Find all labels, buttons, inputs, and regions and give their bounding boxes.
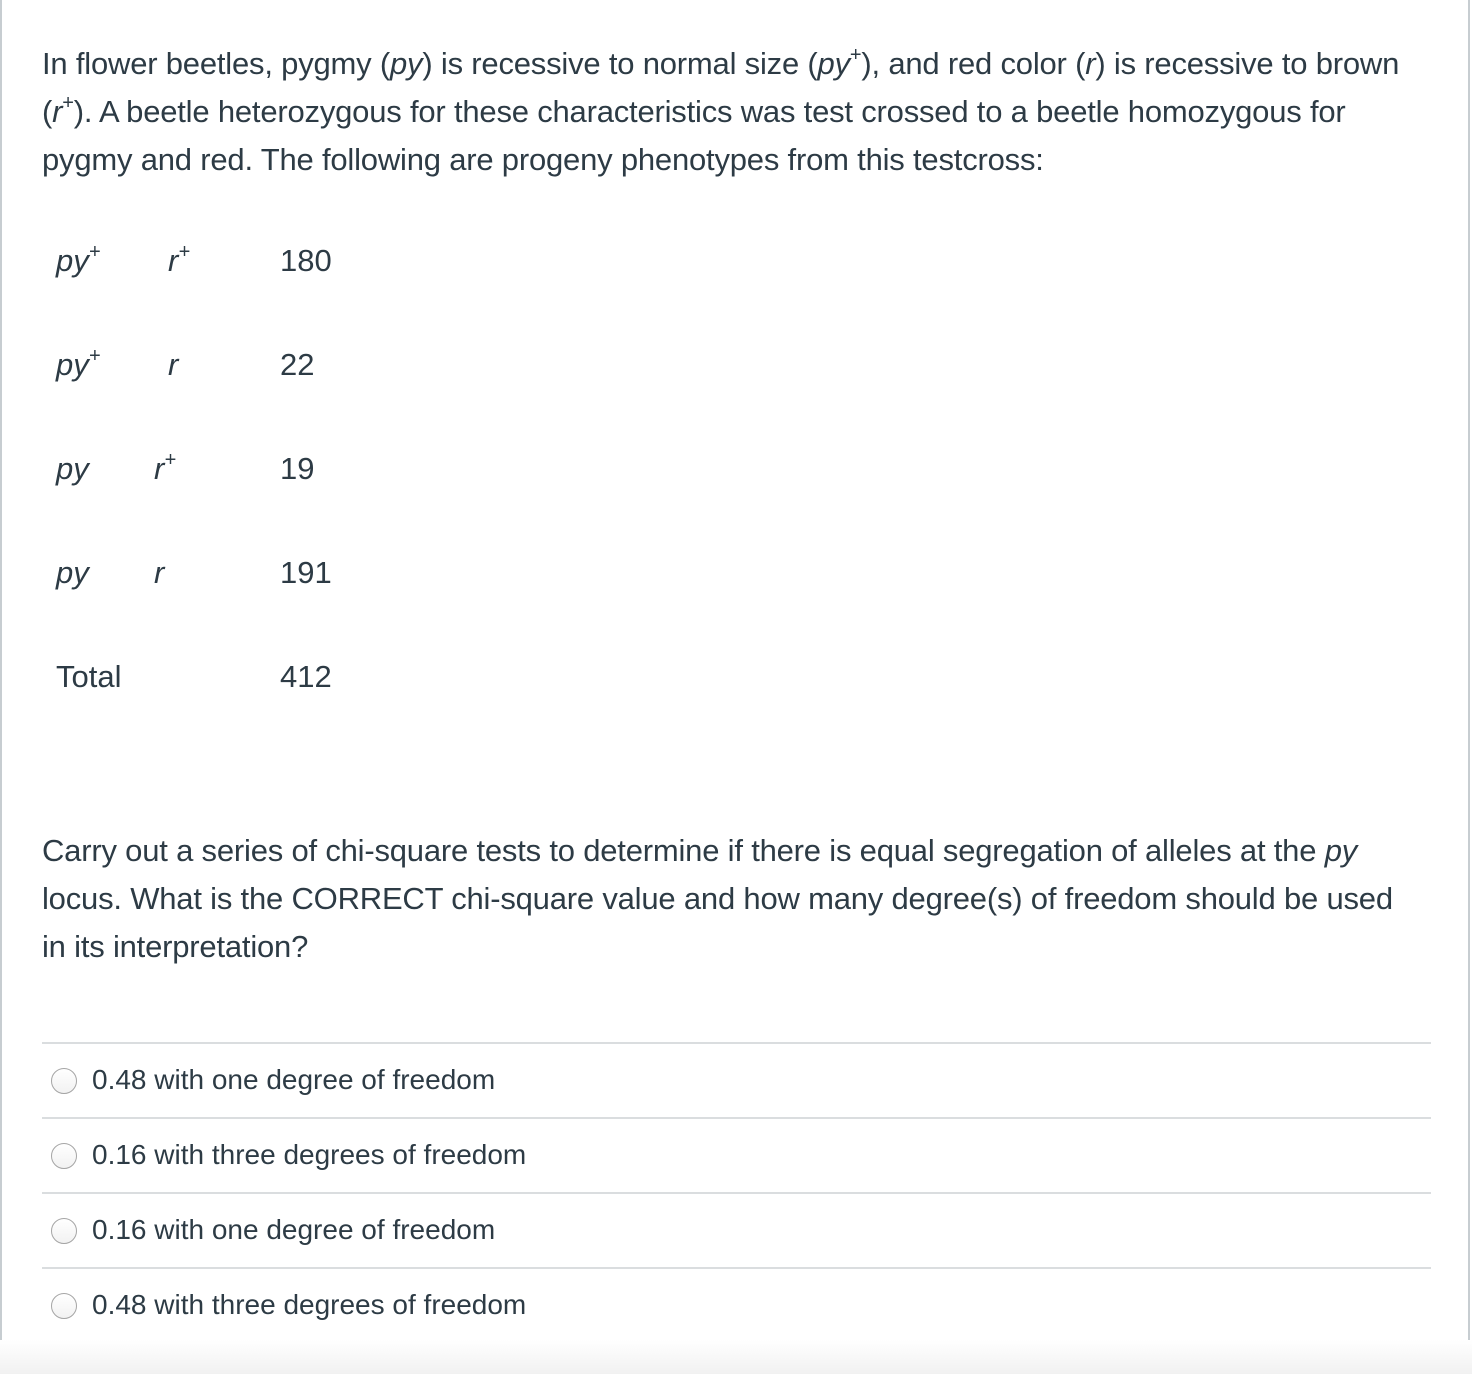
- r-genotype-cell: r: [168, 347, 179, 382]
- radio-button[interactable]: [51, 1143, 77, 1169]
- radio-button[interactable]: [51, 1218, 77, 1244]
- answer-option[interactable]: [42, 1267, 1431, 1342]
- count-cell: 191: [280, 555, 332, 590]
- allele-py-plus: py: [817, 46, 850, 81]
- answer-label[interactable]: 0.16 with three degrees of freedom: [92, 1139, 527, 1170]
- radio-button[interactable]: [51, 1293, 77, 1319]
- count-cell: 22: [280, 347, 315, 382]
- radio-button[interactable]: [51, 1068, 77, 1094]
- table-row: [56, 344, 556, 387]
- r-genotype-cell: r: [154, 555, 165, 590]
- table-total-row: [56, 659, 556, 699]
- total-value: 412: [280, 659, 332, 694]
- py-genotype-cell: py: [56, 451, 89, 486]
- intro-text: ) is recessive to normal size (: [422, 46, 818, 81]
- superscript-plus: +: [62, 91, 74, 114]
- py-genotype-cell: py+: [56, 344, 101, 382]
- question-text: Carry out a series of chi-square tests to determine if there is equal segregation of alleles at the: [42, 833, 1325, 868]
- question-text: locus. What is the CORRECT chi-square value and how many degree(s) of freedom should be used: [42, 881, 1393, 916]
- allele-py: py: [390, 46, 423, 81]
- superscript-plus: +: [849, 43, 862, 66]
- intro-text: ). A beetle heterozygous for these characteristics was test crossed to a beetle homozygous for: [73, 94, 1346, 129]
- table-row: [56, 448, 556, 491]
- total-label: Total: [56, 659, 122, 694]
- answer-list: [42, 1042, 1431, 1342]
- allele-r: r: [1085, 46, 1096, 81]
- bottom-fade: [0, 1340, 1472, 1374]
- r-genotype-cell: r+: [168, 240, 191, 278]
- answer-label[interactable]: 0.48 with three degrees of freedom: [92, 1289, 527, 1320]
- r-genotype-cell: r+: [154, 448, 177, 486]
- question-paragraph: [42, 827, 1432, 971]
- answer-option[interactable]: [42, 1192, 1431, 1267]
- answer-option[interactable]: [42, 1117, 1431, 1192]
- py-genotype-cell: py: [56, 555, 89, 590]
- table-row: [56, 240, 556, 283]
- intro-paragraph: [42, 40, 1432, 184]
- answer-label[interactable]: 0.48 with one degree of freedom: [92, 1064, 496, 1095]
- intro-text: In flower beetles, pygmy (: [42, 46, 391, 81]
- table-row: [56, 555, 556, 595]
- intro-text: pygmy and red. The following are progeny phenotypes from this testcross:: [42, 142, 1044, 177]
- question-text: in its interpretation?: [42, 929, 309, 964]
- allele-py: py: [1324, 833, 1358, 868]
- py-genotype-cell: py+: [56, 240, 101, 278]
- allele-r-plus: r: [52, 94, 63, 129]
- intro-text: ) is recessive to brown: [1095, 46, 1400, 81]
- answer-option[interactable]: [42, 1042, 1431, 1117]
- count-cell: 180: [280, 243, 332, 278]
- intro-text: ), and red color (: [861, 46, 1086, 81]
- answer-label[interactable]: 0.16 with one degree of freedom: [92, 1214, 496, 1245]
- intro-text: (: [42, 94, 53, 129]
- count-cell: 19: [280, 451, 315, 486]
- question-content: [42, 40, 1432, 1320]
